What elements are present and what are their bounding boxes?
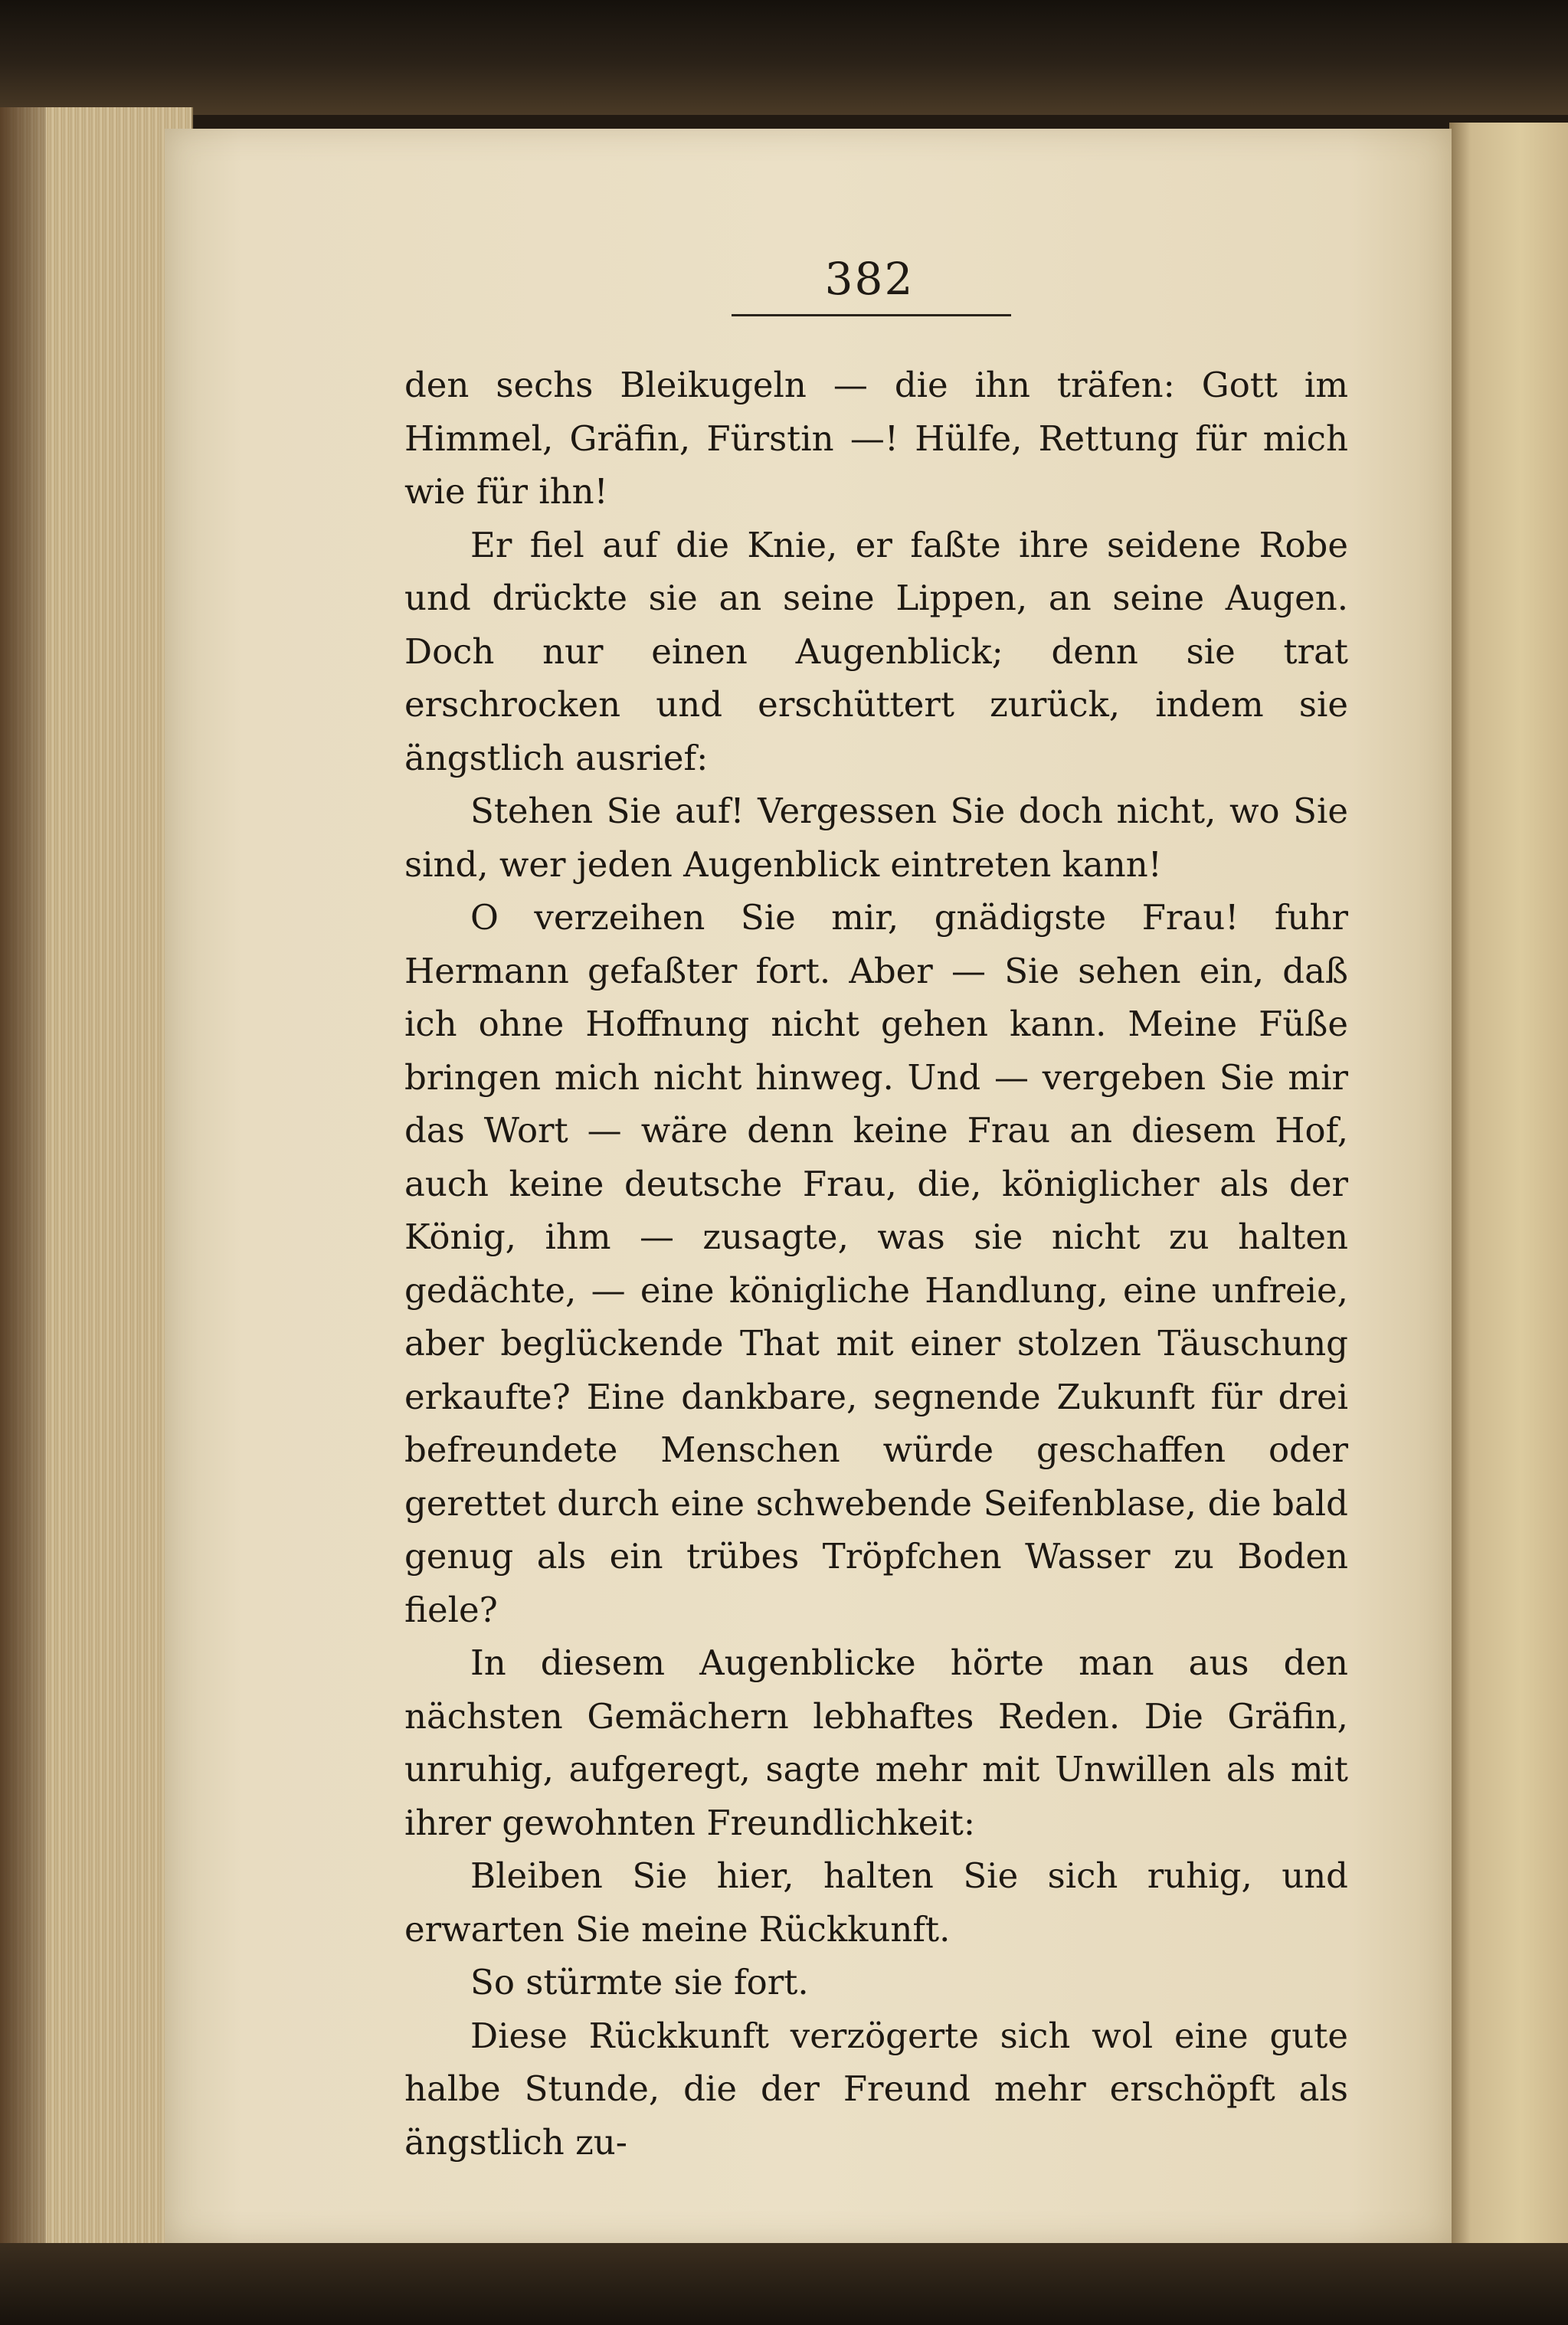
paragraph: So stürmte sie fort.: [470, 1962, 809, 2002]
body-text: [404, 359, 1348, 2169]
spine-shadow: [0, 107, 46, 2268]
facing-page-edge: [1449, 123, 1568, 2260]
paragraph: Diese Rückkunft verzögerte sich wol eine gute halbe Stunde, die der Freund mehr erschöpft als ängstlich zu-: [404, 2015, 1348, 2163]
header-rule: [732, 314, 1011, 316]
paragraph: Stehen Sie auf! Vergessen Sie doch nicht, wo Sie sind, wer jeden Augenblick eintreten kann!: [404, 791, 1348, 885]
paragraph: den sechs Bleikugeln — die ihn träfen: Gott im Himmel, Gräfin, Fürstin —! Hülfe, Rettung für mich wie für ihn!: [404, 365, 1348, 512]
paragraph: Bleiben Sie hier, halten Sie sich ruhig, und erwarten Sie meine Rückkunft.: [404, 1855, 1348, 1950]
page-number: 382: [824, 253, 915, 305]
paragraph: Er fiel auf die Knie, er faßte ihre seidene Robe und drückte sie an seine Lippen, an seine Augen. Doch nur einen Augenblick; denn sie trat erschrocken und erschüttert zurück, indem sie ängstlich ausrief:: [404, 524, 1348, 778]
paragraph: O verzeihen Sie mir, gnädigste Frau! fuhr Hermann gefaßter fort. Aber — Sie sehen ein, daß ich ohne Hoffnung nicht gehen kann. Meine Füße bringen mich nicht hinweg. Und — vergeben Sie mir das Wort — wäre denn keine Frau an diesem Hof, auch keine deutsche Frau, die, königlicher als der König, ihm — zusagte, was sie nicht zu halten gedächte, — eine königliche Handlung, eine unfreie, aber beglückende That mit einer stolzen Täuschung erkaufte? Eine dankbare, segnende Zukunft für drei befreundete Menschen würde geschaffen oder gerettet durch eine schwebende Seifenblase, die bald genug als ein trübes Tröpfchen Wasser zu Boden fiele?: [404, 897, 1348, 1630]
paragraph: In diesem Augenblicke hörte man aus den nächsten Gemächern lebhaftes Reden. Die Gräfin, unruhig, aufgeregt, sagte mehr mit Unwillen als mit ihrer gewohnten Freundlichkeit:: [404, 1642, 1348, 1843]
bottom-shadow: [0, 2243, 1568, 2325]
book-cover-edge: [0, 0, 1568, 115]
